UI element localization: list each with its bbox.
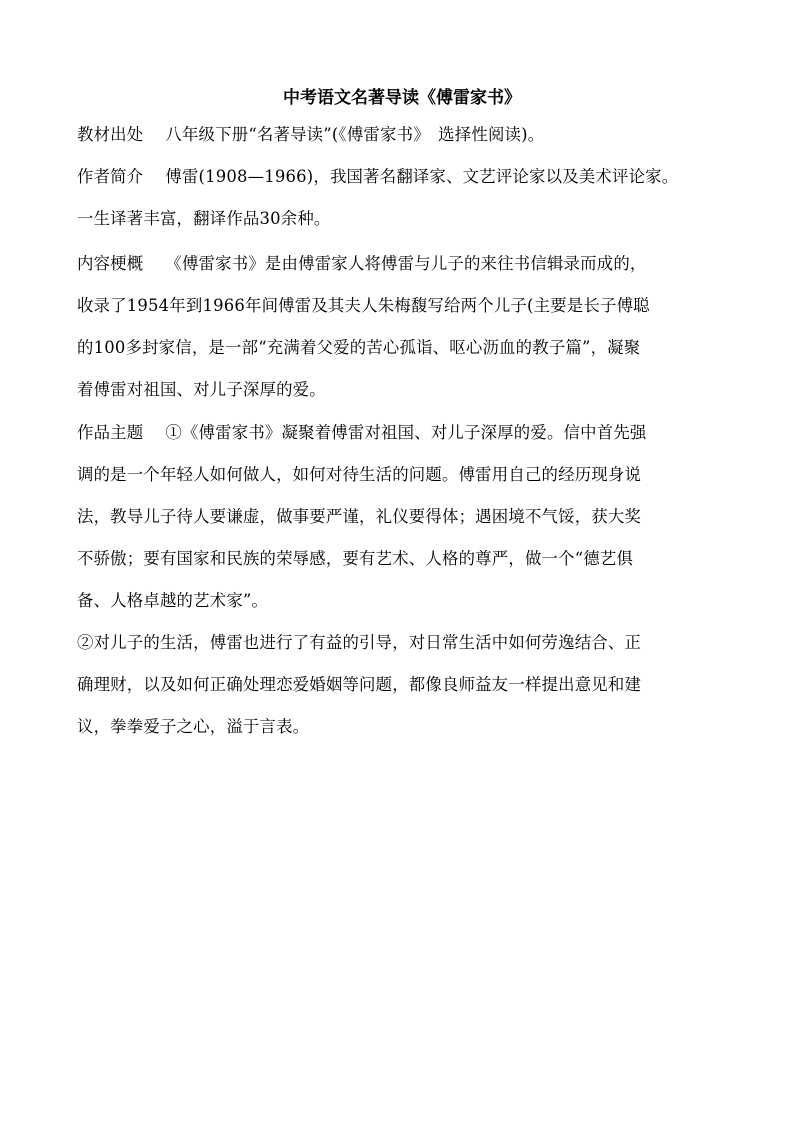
theme-label: 作品主题 [77,423,144,442]
summary-text-1: 《傅雷家书》是由傅雷家人将傅雷与儿子的来往书信辑录而成的， [165,254,647,273]
source-label: 教材出处 [77,125,144,144]
theme-line-4: 不骄傲；要有国家和民族的荣辱感，要有艺术、人格的尊严，做一个“德艺俱 [77,549,634,568]
theme-para2-line-3: 议，拳拳爱子之心，溢于言表。 [77,717,310,736]
author-line-1 [77,156,727,198]
theme-para2-line-2: 确理财，以及如何正确处理恋爱婚姻等问题，都像良师益友一样提出意见和建 [77,675,642,694]
author-text-1: 傅雷(1908—1966)，我国著名翻译家、文艺评论家以及美术评论家。 [165,167,679,186]
source-section [77,114,727,156]
theme-section [77,412,727,748]
theme-line-1 [77,412,727,454]
source-line [77,114,727,156]
source-text: 八年级下册“名著导读”(《傅雷家书》 选择性阅读)。 [165,125,545,144]
theme-text-1: ①《傅雷家书》凝聚着傅雷对祖国、对儿子深厚的爱。信中首先强 [165,423,647,442]
summary-line-3: 的100多封家信，是一部“充满着父爱的苦心孤诣、呕心沥血的教子篇”，凝聚 [77,338,641,357]
author-label: 作者简介 [77,167,144,186]
document-title: 中考语文名著导读《傅雷家书》 [283,88,521,108]
summary-label: 内容梗概 [77,254,144,273]
theme-line-3: 法，教导儿子待人要谦虚，做事要严谨，礼仪要得体；遇困境不气馁，获大奖 [77,507,642,526]
theme-para2-line-1: ②对儿子的生活，傅雷也进行了有益的引导，对日常生活中如何劳逸结合、正 [77,633,642,652]
theme-line-5: 备、人格卓越的艺术家”。 [77,591,269,610]
summary-line-2: 收录了1954年到1966年间傅雷及其夫人朱梅馥写给两个儿子(主要是长子傅聪 [77,296,650,315]
summary-line-1 [77,243,727,285]
author-line-2: 一生译著丰富，翻译作品30余种。 [77,209,331,228]
author-section [77,156,727,240]
summary-section [77,243,727,411]
summary-line-4: 着傅雷对祖国、对儿子深厚的爱。 [77,380,326,399]
theme-line-2: 调的是一个年轻人如何做人，如何对待生活的问题。傅雷用自己的经历现身说 [77,465,642,484]
